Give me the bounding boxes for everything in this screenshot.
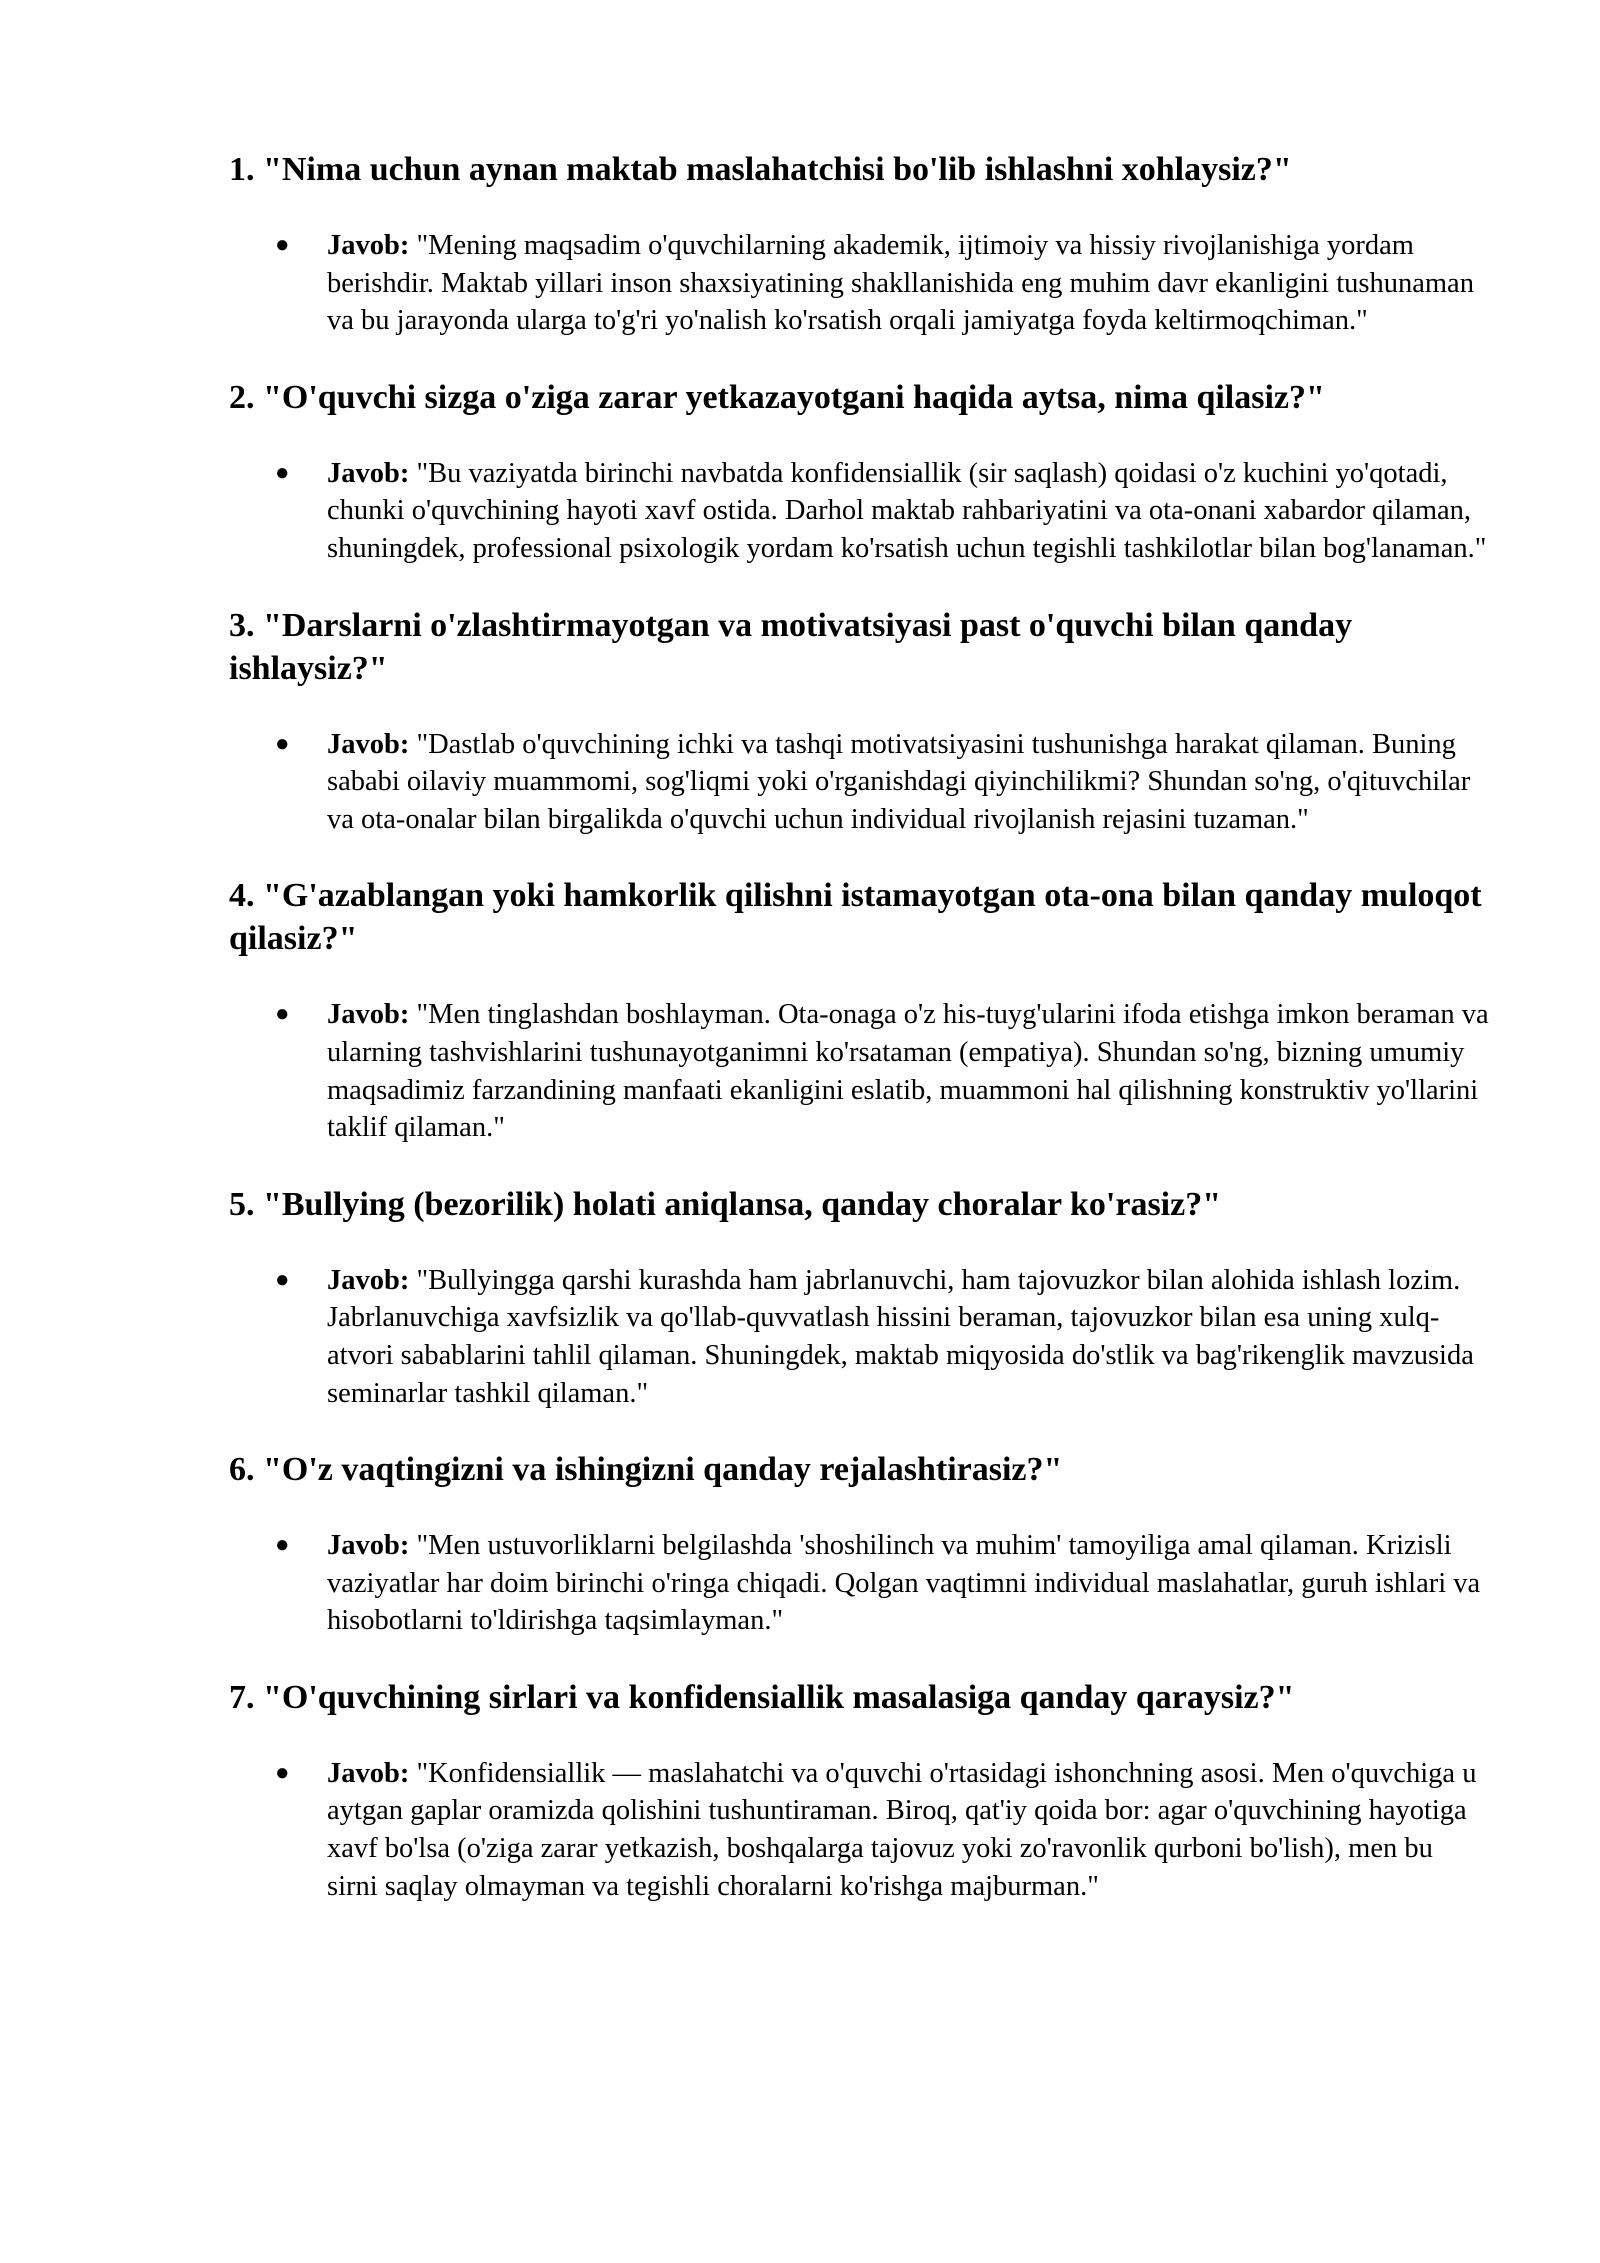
- qa-item-6: [229, 1448, 1489, 1640]
- bullet-icon: ●: [275, 1001, 290, 1028]
- qa-item-2: [229, 376, 1489, 568]
- qa-item-7: [229, 1676, 1489, 1905]
- answer-text: "Mening maqsadim o'quvchilarning akademik, ijtimoiy va hissiy rivojlanishiga yordam berishdir. Maktab yillari inson shaxsiyatining shakllanishida eng muhim davr ekanligini tushunaman va bu jarayonda ularga to'g'ri yo'nalish ko'rsatish orqali jamiyatga foyda keltirmoqchiman.": [327, 230, 1474, 337]
- answer-list: [229, 1755, 1489, 1905]
- answer-item: [275, 455, 1489, 568]
- answer-label: Javob:: [327, 1530, 410, 1562]
- question-heading: 2. "O'quvchi sizga o'ziga zarar yetkazayotgani haqida aytsa, nima qilasiz?": [229, 378, 1325, 416]
- question-heading: 1. "Nima uchun aynan maktab maslahatchisi bo'lib ishlashni xohlaysiz?": [229, 151, 1292, 188]
- answer-list: [229, 726, 1489, 839]
- answer-text: "Men ustuvorliklarni belgilashda 'shoshilinch va muhim' tamoyiliga amal qilaman. Krizisli vaziyatlar har doim birinchi o'ringa chiqadi. Qolgan vaqtimni individual maslahatlar, guruh ishlari va hisobotlarni to'ldirishga taqsimlayman.": [327, 1530, 1481, 1637]
- answer-item: [275, 1527, 1489, 1640]
- qa-item-3: [229, 604, 1489, 839]
- answer-label: Javob:: [327, 457, 410, 489]
- question-heading: 6. "O'z vaqtingizni va ishingizni qanday rejalashtirasiz?": [229, 1451, 1063, 1489]
- bullet-icon: ●: [275, 459, 290, 486]
- answer-label: Javob:: [327, 999, 410, 1031]
- bullet-icon: ●: [275, 1266, 290, 1293]
- question-heading: 5. "Bullying (bezorilik) holati aniqlansa, qanday choralar ko'rasiz?": [229, 1185, 1222, 1223]
- answer-item: [275, 1755, 1489, 1905]
- bullet-icon: ●: [275, 232, 290, 258]
- qa-item-1: [229, 148, 1489, 340]
- answer-label: Javob:: [327, 728, 410, 760]
- bullet-icon: ●: [275, 1532, 290, 1559]
- bullet-icon: ●: [275, 730, 290, 757]
- answer-label: Javob:: [327, 1264, 410, 1296]
- answer-list: [229, 996, 1489, 1146]
- bullet-icon: ●: [275, 1759, 290, 1786]
- question-heading: 4. "G'azablangan yoki hamkorlik qilishni istamayotgan ota-ona bilan qanday muloqot qilasiz?": [229, 877, 1482, 958]
- answer-item: [275, 996, 1489, 1146]
- answer-text: "Men tinglashdan boshlayman. Ota-onaga o'z his-tuyg'ularini ifoda etishga imkon beraman va ularning tashvishlarini tushunayotganimni ko'rsataman (empatiya). Shundan so'ng, bizning umumiy maqsadimiz farzandining manfaati ekanligini eslatib, muammoni hal qilishning konstruktiv yo'llarini taklif qilaman.": [327, 999, 1489, 1144]
- answer-text: "Dastlab o'quvchining ichki va tashqi motivatsiyasini tushunishga harakat qilaman. Buning sababi oilaviy muammomi, sog'liqmi yoki o'rganishdagi qiyinchilikmi? Shundan so'ng, o'qituvchilar va ota-onalar bilan birgalikda o'quvchi uchun individual rivojlanish rejasini tuzaman.": [327, 728, 1471, 835]
- answer-text: "Konfidensiallik — maslahatchi va o'quvchi o'rtasidagi ishonchning asosi. Men o'quvchiga u aytgan gaplar oramizda qolishini tushuntiraman. Biroq, qat'iy qoida bor: agar o'quvchining hayotiga xavf bo'lsa (o'ziga zarar yetkazish, boshqalarga tajovuz yoki zo'ravonlik qurboni bo'lish), men bu sirni saqlay olmayman va tegishli choralarni ko'rishga majburman.": [327, 1757, 1477, 1902]
- answer-list: [229, 1527, 1489, 1640]
- answer-item: [275, 227, 1489, 340]
- answer-label: Javob:: [327, 230, 410, 261]
- qa-item-5: [229, 1183, 1489, 1412]
- answer-list: [229, 227, 1489, 340]
- question-heading: 7. "O'quvchining sirlari va konfidensiallik masalasiga qanday qaraysiz?": [229, 1678, 1295, 1716]
- answer-item: [275, 726, 1489, 839]
- answer-list: [229, 1262, 1489, 1412]
- answer-item: [275, 1262, 1489, 1412]
- answer-text: "Bullyingga qarshi kurashda ham jabrlanuvchi, ham tajovuzkor bilan alohida ishlash lozim. Jabrlanuvchiga xavfsizlik va qo'llab-quvvatlash hissini beraman, tajovuzkor bilan esa uning xulq-atvori sabablarini tahlil qilaman. Shuningdek, maktab miqyosida do'stlik va bag'rikenglik mavzusida seminarlar tashkil qilaman.": [327, 1264, 1474, 1409]
- answer-text: "Bu vaziyatda birinchi navbatda konfidensiallik (sir saqlash) qoidasi o'z kuchini yo'qotadi, chunki o'quvchining hayoti xavf ostida. Darhol maktab rahbariyatini va ota-onani xabardor qilaman, shuningdek, professional psixologik yordam ko'rsatish uchun tegishli tashkilotlar bilan bog'lanaman.": [327, 457, 1487, 564]
- answer-label: Javob:: [327, 1757, 410, 1789]
- document-content: [229, 148, 1489, 1941]
- qa-item-4: [229, 874, 1489, 1146]
- question-heading: 3. "Darslarni o'zlashtirmayotgan va motivatsiyasi past o'quvchi bilan qanday ishlaysiz?": [229, 606, 1353, 687]
- answer-list: [229, 455, 1489, 568]
